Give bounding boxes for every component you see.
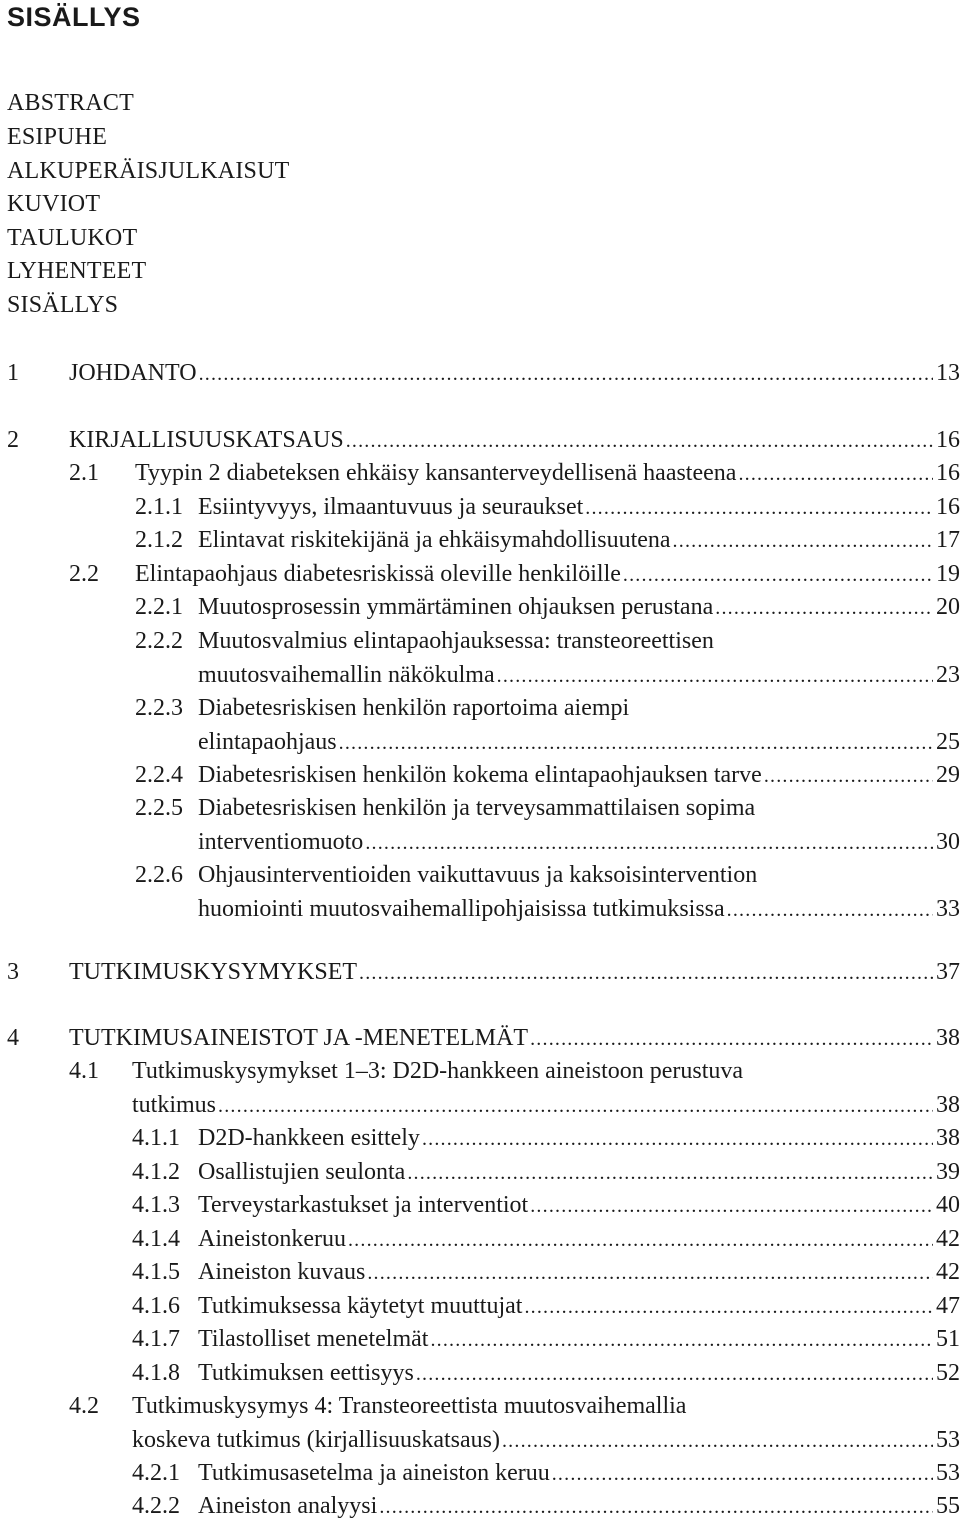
toc-line — [135, 460, 960, 487]
toc-number: 3 — [7, 959, 19, 985]
toc-title: KIRJALLISUUSKATSAUS — [69, 427, 344, 453]
toc-line — [132, 1058, 960, 1085]
toc-entry — [0, 1058, 960, 1091]
toc-line — [198, 762, 960, 789]
toc-line — [69, 959, 960, 986]
toc-page: 38 — [936, 1125, 960, 1151]
toc-line — [198, 795, 960, 822]
toc-number: 2 — [7, 427, 19, 453]
toc-entry — [0, 427, 960, 460]
toc-number: 2.2.4 — [135, 762, 183, 788]
toc-page: 29 — [936, 762, 960, 788]
toc-entry-continuation — [0, 829, 960, 862]
toc-page: 38 — [936, 1025, 960, 1051]
toc-number: 4.1.6 — [132, 1293, 180, 1319]
toc-line — [198, 628, 960, 655]
toc-number: 2.2.1 — [135, 594, 183, 620]
toc-line — [198, 527, 960, 554]
toc-entry — [0, 1259, 960, 1292]
toc-title: Tutkimuskysymykset 1–3: D2D-hankkeen aineistoon perustuva — [132, 1058, 744, 1084]
toc-page: 19 — [936, 561, 960, 587]
toc-title: Aineiston kuvaus — [198, 1259, 366, 1285]
dot-leader — [346, 430, 933, 453]
toc-number: 4.1.3 — [132, 1192, 180, 1218]
toc-entry-continuation — [0, 1427, 960, 1460]
toc-page: 25 — [936, 729, 960, 755]
page-title: SISÄLLYS — [7, 2, 141, 32]
front-item-taulukot: TAULUKOT — [7, 225, 138, 251]
toc-entry — [0, 1493, 960, 1526]
front-item-lyhenteet: LYHENTEET — [7, 258, 147, 284]
dot-leader — [422, 1128, 933, 1151]
toc-page: 17 — [936, 527, 960, 553]
toc-line — [198, 494, 960, 521]
toc-title: Tyypin 2 diabeteksen ehkäisy kansanterveydellisenä haasteena — [135, 460, 737, 486]
toc-entry-continuation — [0, 662, 960, 695]
toc-line — [198, 1226, 960, 1253]
dot-leader — [727, 899, 933, 922]
dot-leader — [367, 1262, 933, 1285]
dot-leader — [552, 1463, 933, 1486]
dot-leader — [502, 1430, 933, 1453]
toc-title: TUTKIMUSKYSYMYKSET — [69, 959, 358, 985]
toc-title: Muutosvalmius elintapaohjauksessa: transteoreettisen — [198, 628, 714, 654]
dot-leader — [416, 1363, 933, 1386]
toc-page: 33 — [936, 896, 960, 922]
dot-leader — [585, 497, 933, 520]
toc-line — [135, 561, 960, 588]
toc-title: Tutkimusasetelma ja aineiston keruu — [198, 1460, 550, 1486]
toc-number: 4.1.1 — [132, 1125, 180, 1151]
toc-line — [69, 360, 960, 387]
toc-title: Diabetesriskisen henkilön ja terveysammattilaisen sopima — [198, 795, 756, 821]
toc-title: TUTKIMUSAINEISTOT JA -MENETELMÄT — [69, 1025, 529, 1051]
toc-line — [198, 1192, 960, 1219]
toc-page: 38 — [936, 1092, 960, 1118]
dot-leader — [738, 463, 933, 486]
dot-leader — [524, 1296, 933, 1319]
toc-number: 2.1.2 — [135, 527, 183, 553]
toc-title: muutosvaihemallin näkökulma — [198, 662, 495, 688]
toc-number: 4.1.8 — [132, 1360, 180, 1386]
toc-title: Tutkimuksen eettisyys — [198, 1360, 414, 1386]
toc-title: Diabetesriskisen henkilön kokema elintapaohjauksen tarve — [198, 762, 762, 788]
toc-entry-continuation — [0, 896, 960, 929]
toc-page: 16 — [936, 460, 960, 486]
toc-number: 2.2.3 — [135, 695, 183, 721]
toc-title: Diabetesriskisen henkilön raportoima aiempi — [198, 695, 630, 721]
toc-line — [198, 662, 960, 689]
toc-number: 4.1.5 — [132, 1259, 180, 1285]
toc-line — [198, 1326, 960, 1353]
toc-page: 23 — [936, 662, 960, 688]
dot-leader — [218, 1095, 933, 1118]
dot-leader — [407, 1162, 933, 1185]
toc-title: Tutkimuskysymys 4: Transteoreettista muutosvaihemallia — [132, 1393, 687, 1419]
toc-number: 2.1 — [69, 460, 99, 486]
toc-entry — [0, 1226, 960, 1259]
toc-page: 16 — [936, 427, 960, 453]
toc-line — [198, 1493, 960, 1520]
toc-entry — [0, 1360, 960, 1393]
toc-entry — [0, 628, 960, 661]
toc-page: 53 — [936, 1427, 960, 1453]
toc-page: 51 — [936, 1326, 960, 1352]
toc-title: D2D-hankkeen esittely — [198, 1125, 420, 1151]
dot-leader — [715, 597, 933, 620]
dot-leader — [339, 732, 933, 755]
toc-entry — [0, 1460, 960, 1493]
toc-line — [132, 1427, 960, 1454]
toc-title: elintapaohjaus — [198, 729, 337, 755]
toc-entry — [0, 862, 960, 895]
front-item-esipuhe: ESIPUHE — [7, 124, 108, 150]
toc-title: Muutosprosessin ymmärtäminen ohjauksen perustana — [198, 594, 714, 620]
toc-page: 30 — [936, 829, 960, 855]
toc-number: 4.2.1 — [132, 1460, 180, 1486]
toc-entry — [0, 561, 960, 594]
toc-page: 53 — [936, 1460, 960, 1486]
toc-page: 39 — [936, 1159, 960, 1185]
dot-leader — [623, 564, 933, 587]
dot-leader — [348, 1229, 933, 1252]
toc-number: 2.2.5 — [135, 795, 183, 821]
toc-title: Elintapaohjaus diabetesriskissä oleville henkilöille — [135, 561, 621, 587]
dot-leader — [199, 363, 933, 386]
toc-number: 2.2 — [69, 561, 99, 587]
toc-number: 4.1.4 — [132, 1226, 180, 1252]
toc-number: 4 — [7, 1025, 19, 1051]
toc-entry-continuation — [0, 729, 960, 762]
front-item-alkuperaisjulkaisut: ALKUPERÄISJULKAISUT — [7, 158, 290, 184]
toc-title: Tutkimuksessa käytetyt muuttujat — [198, 1293, 523, 1319]
toc-page: 20 — [936, 594, 960, 620]
toc-line — [198, 1125, 960, 1152]
dot-leader — [379, 1496, 933, 1519]
dot-leader — [673, 530, 933, 553]
toc-title: Aineistonkeruu — [198, 1226, 346, 1252]
toc-entry — [0, 1393, 960, 1426]
toc-title: Osallistujien seulonta — [198, 1159, 406, 1185]
toc-entry — [0, 695, 960, 728]
toc-line — [132, 1393, 960, 1420]
dot-leader — [365, 832, 933, 855]
toc-entry-continuation — [0, 1092, 960, 1125]
toc-title: JOHDANTO — [69, 360, 197, 386]
toc-entry — [0, 1159, 960, 1192]
dot-leader — [430, 1329, 933, 1352]
toc-line — [198, 1360, 960, 1387]
dot-leader — [530, 1028, 933, 1051]
toc-entry — [0, 460, 960, 493]
toc-page: 16 — [936, 494, 960, 520]
toc-title: Ohjausinterventioiden vaikuttavuus ja kaksoisintervention — [198, 862, 758, 888]
toc-line — [198, 862, 960, 889]
toc-entry — [0, 1025, 960, 1058]
toc-page: 47 — [936, 1293, 960, 1319]
toc-title: Terveystarkastukset ja interventiot — [198, 1192, 529, 1218]
toc-title: huomiointi muutosvaihemallipohjaisissa tutkimuksissa — [198, 896, 725, 922]
toc-line — [198, 695, 960, 722]
toc-title: Esiintyvyys, ilmaantuvuus ja seuraukset — [198, 494, 584, 520]
front-item-abstract: ABSTRACT — [7, 90, 134, 116]
toc-page: 13 — [936, 360, 960, 386]
toc-number: 4.1 — [69, 1058, 99, 1084]
dot-leader — [530, 1195, 933, 1218]
toc-entry — [0, 762, 960, 795]
front-item-kuviot: KUVIOT — [7, 191, 101, 217]
toc-page: 42 — [936, 1226, 960, 1252]
dot-leader — [359, 962, 933, 985]
toc-page: 40 — [936, 1192, 960, 1218]
toc-page: 42 — [936, 1259, 960, 1285]
dot-leader — [497, 665, 933, 688]
toc-title: tutkimus — [132, 1092, 217, 1118]
toc-entry — [0, 594, 960, 627]
toc-line — [198, 729, 960, 756]
dot-leader — [764, 765, 933, 788]
toc-entry — [0, 959, 960, 992]
toc-line — [198, 594, 960, 621]
toc-line — [198, 1293, 960, 1320]
toc-entry — [0, 527, 960, 560]
toc-number: 4.2.2 — [132, 1493, 180, 1519]
toc-number: 4.1.7 — [132, 1326, 180, 1352]
toc-line — [69, 1025, 960, 1052]
toc-number: 4.2 — [69, 1393, 99, 1419]
toc-number: 2.1.1 — [135, 494, 183, 520]
toc-number: 2.2.6 — [135, 862, 183, 888]
toc-title: interventiomuoto — [198, 829, 364, 855]
toc-title: Elintavat riskitekijänä ja ehkäisymahdollisuutena — [198, 527, 671, 553]
toc-line — [69, 427, 960, 454]
toc-title: Tilastolliset menetelmät — [198, 1326, 429, 1352]
toc-entry — [0, 1192, 960, 1225]
toc-page: 37 — [936, 959, 960, 985]
toc-entry — [0, 1125, 960, 1158]
toc-entry — [0, 360, 960, 393]
toc-line — [198, 1159, 960, 1186]
toc-line — [198, 829, 960, 856]
toc-line — [198, 1259, 960, 1286]
toc-entry — [0, 1293, 960, 1326]
toc-entry — [0, 494, 960, 527]
toc-number: 2.2.2 — [135, 628, 183, 654]
toc-number: 1 — [7, 360, 19, 386]
toc-entry — [0, 795, 960, 828]
toc-title: Aineiston analyysi — [198, 1493, 378, 1519]
toc-line — [198, 1460, 960, 1487]
toc-page: 55 — [936, 1493, 960, 1519]
toc-number: 4.1.2 — [132, 1159, 180, 1185]
toc-title: koskeva tutkimus (kirjallisuuskatsaus) — [132, 1427, 500, 1453]
toc-entry — [0, 1326, 960, 1359]
toc-line — [198, 896, 960, 923]
front-item-sisallys: SISÄLLYS — [7, 292, 119, 318]
toc-line — [132, 1092, 960, 1119]
toc-page: 52 — [936, 1360, 960, 1386]
